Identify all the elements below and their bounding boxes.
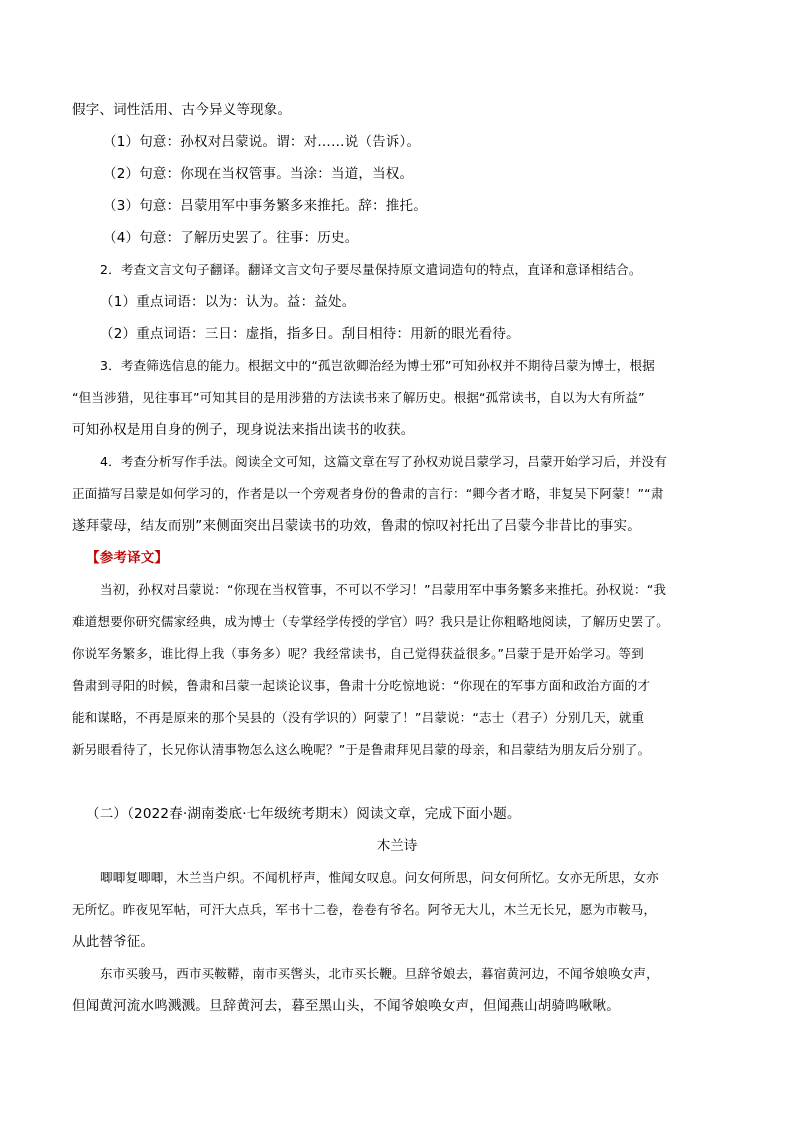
analysis-item-1: （1）句意：孙权对吕蒙说。谓：对……说（告诉）。 — [103, 134, 421, 150]
translation-line-1: 当初，孙权对吕蒙说：“你现在当权管事，不可以不学习！”吕蒙用军中事务繁多来推托。孙权说：“我 — [100, 582, 667, 597]
analysis-point-4-line-3: 遂拜蒙母，结友而别”来侧面突出吕蒙读书的功效，鲁肃的惊叹衬托出了吕蒙今非昔比的事实。 — [72, 518, 641, 534]
translation-line-4: 鲁肃到寻阳的时候，鲁肃和吕蒙一起谈论议事，鲁肃十分吃惊地说：“你现在的军事方面和政治方面的才 — [72, 678, 651, 693]
translation-line-3: 你说军务繁多，谁比得上我（事务多）呢？我经常读书，自己觉得获益很多。”吕蒙于是开始学习。等到 — [72, 646, 644, 661]
analysis-point-4-line-1: 4．考查分析写作手法。阅读全文可知，这篇文章在写了孙权劝说吕蒙学习，吕蒙开始学习后，并没有 — [100, 454, 667, 469]
analysis-point-3-line-3: 可知孙权是用自身的例子，现身说法来指出读书的收获。 — [72, 422, 415, 438]
analysis-point-4-line-2: 正面描写吕蒙是如何学习的，作者是以一个旁观者身份的鲁肃的言行：“卿今者才略，非复吴下阿蒙！”“肃 — [72, 486, 664, 501]
point-2-item-1: （1）重点词语：以为：认为。益：益处。 — [100, 294, 356, 310]
poem-line-4: 东市买骏马，西市买鞍鞯，南市买辔头，北市买长鞭。旦辞爷娘去，暮宿黄河边，不闻爷娘唤女声， — [100, 966, 659, 981]
translation-line-5: 能和谋略，不再是原来的那个吴县的（没有学识的）阿蒙了！”吕蒙说：“志士（君子）分别几天，就重 — [72, 710, 645, 725]
analysis-continuation: 假字、词性活用、古今异义等现象。 — [72, 102, 292, 118]
analysis-point-3-line-1: 3．考查筛选信息的能力。根据文中的“孤岂欲卿治经为博士邪”可知孙权并不期待吕蒙为博士，根据 — [100, 358, 655, 373]
analysis-point-2: 2．考查文言文句子翻译。翻译文言文句子要尽量保持原文遣词造句的特点，直译和意译相结合。 — [100, 262, 642, 277]
translation-heading: 【参考译文】 — [86, 550, 169, 566]
poem-title: 木兰诗 — [376, 838, 418, 854]
poem-line-1: 唧唧复唧唧，木兰当户织。不闻机杼声，惟闻女叹息。问女何所思，问女何所忆。女亦无所思，女亦 — [100, 870, 659, 885]
analysis-point-3-line-2: “但当涉猎，见往事耳”可知其目的是用涉猎的方法读书来了解历史。根据“孤常读书，自以为大有所益” — [72, 390, 645, 405]
analysis-item-2: （2）句意：你现在当权管事。当涂：当道，当权。 — [103, 166, 414, 182]
translation-line-2: 难道想要你研究儒家经典，成为博士（专掌经学传授的学官）吗？我只是让你粗略地阅读，了解历史罢了。 — [72, 614, 669, 629]
point-2-item-2: （2）重点词语：三日：虚指，指多日。刮目相待：用新的眼光看待。 — [100, 326, 520, 342]
translation-line-6: 新另眼看待了，长兄你认清事物怎么这么晚呢？”于是鲁肃拜见吕蒙的母亲，和吕蒙结为朋友后分别了。 — [72, 742, 651, 757]
section-2-header: （二）（2022春·湖南娄底·七年级统考期末）阅读文章，完成下面小题。 — [86, 806, 521, 822]
poem-line-3: 从此替爷征。 — [72, 934, 155, 950]
poem-line-5: 但闻黄河流水鸣溅溅。旦辞黄河去，暮至黑山头，不闻爷娘唤女声，但闻燕山胡骑鸣啾啾。 — [72, 998, 620, 1014]
analysis-item-4: （4）句意：了解历史罢了。往事：历史。 — [103, 230, 359, 246]
poem-line-2: 无所忆。昨夜见军帖，可汗大点兵，军书十二卷，卷卷有爷名。阿爷无大儿，木兰无长兄，愿为市鞍马， — [72, 902, 657, 917]
analysis-item-3: （3）句意：吕蒙用军中事务繁多来推托。辞：推托。 — [103, 198, 427, 214]
